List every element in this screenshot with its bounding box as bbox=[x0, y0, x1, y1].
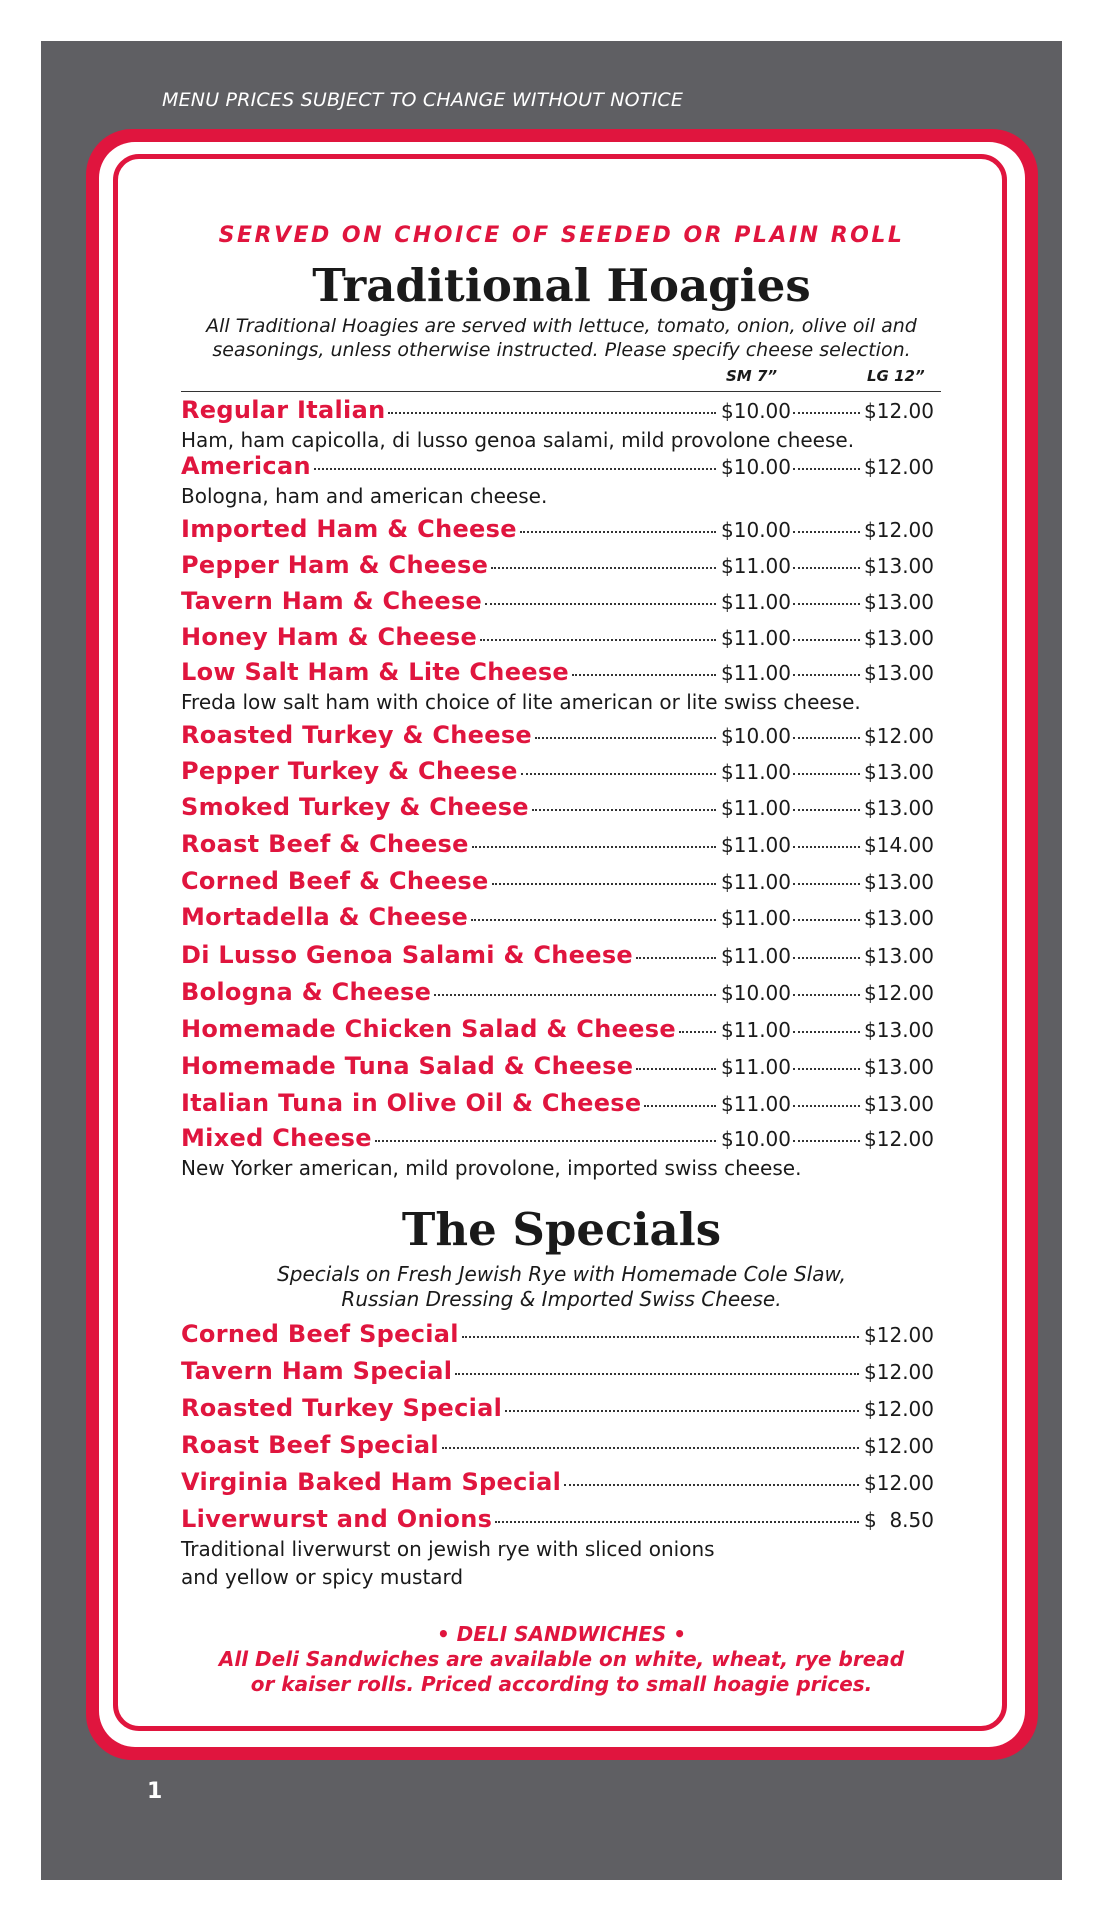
price: $12.00 bbox=[864, 1360, 934, 1384]
price-large: $12.00 bbox=[864, 518, 934, 542]
price: $12.00 bbox=[864, 1397, 934, 1421]
price-small: $11.00 bbox=[721, 870, 791, 894]
price-large: $13.00 bbox=[864, 760, 934, 784]
dot-leader bbox=[644, 1105, 716, 1107]
price-small: $11.00 bbox=[721, 760, 791, 784]
dot-leader bbox=[679, 1031, 716, 1033]
price-small: $11.00 bbox=[721, 833, 791, 857]
price-small: $11.00 bbox=[721, 1055, 791, 1079]
item-description: Ham, ham capicolla, di lusso genoa salami, mild provolone cheese. bbox=[181, 428, 855, 452]
price-small: $11.00 bbox=[721, 796, 791, 820]
dot-leader bbox=[793, 567, 860, 569]
price-notice: MENU PRICES SUBJECT TO CHANGE WITHOUT NOTICE bbox=[162, 89, 684, 111]
item-name: Roast Beef & Cheese bbox=[181, 830, 469, 858]
page-number: 1 bbox=[147, 1779, 163, 1804]
price-large: $13.00 bbox=[864, 554, 934, 578]
menu-item-row bbox=[181, 941, 934, 971]
item-name: Homemade Tuna Salad & Cheese bbox=[181, 1052, 634, 1080]
dot-leader bbox=[520, 531, 716, 533]
dot-leader bbox=[521, 773, 716, 775]
item-name: Tavern Ham & Cheese bbox=[181, 587, 483, 615]
dot-leader bbox=[793, 468, 860, 470]
column-header-small: SM 7” bbox=[726, 367, 778, 385]
price-large: $13.00 bbox=[864, 870, 934, 894]
item-name: Homemade Chicken Salad & Cheese bbox=[181, 1015, 676, 1043]
dot-leader bbox=[485, 603, 716, 605]
price-large: $12.00 bbox=[864, 981, 934, 1005]
price-small: $11.00 bbox=[721, 626, 791, 650]
hoagies-intro-line1: All Traditional Hoagies are served with lettuce, tomato, onion, olive oil and bbox=[206, 315, 917, 337]
dot-leader bbox=[793, 737, 860, 739]
item-name: Pepper Turkey & Cheese bbox=[181, 757, 518, 785]
item-name: Mortadella & Cheese bbox=[181, 903, 469, 931]
menu-item-row bbox=[181, 757, 934, 787]
specials-title: The Specials bbox=[401, 1203, 722, 1256]
dot-leader bbox=[492, 883, 716, 885]
menu-item-row bbox=[181, 1089, 934, 1119]
menu-item-row bbox=[181, 867, 934, 897]
special-item-row bbox=[181, 1320, 934, 1350]
price: $12.00 bbox=[864, 1323, 934, 1347]
special-item-row bbox=[181, 1505, 934, 1535]
menu-item-row bbox=[181, 721, 934, 751]
dot-leader bbox=[793, 1105, 860, 1107]
price-large: $12.00 bbox=[864, 399, 934, 423]
item-name: Regular Italian bbox=[181, 396, 386, 424]
price-small: $10.00 bbox=[721, 724, 791, 748]
specials-intro-line2: Russian Dressing & Imported Swiss Cheese. bbox=[341, 1287, 782, 1311]
item-name: Liverwurst and Onions bbox=[181, 1505, 493, 1533]
deli-sandwiches-note bbox=[160, 1622, 963, 1697]
item-name: Tavern Ham Special bbox=[181, 1357, 453, 1385]
hoagies-title: Traditional Hoagies bbox=[312, 259, 811, 312]
item-name: Smoked Turkey & Cheese bbox=[181, 793, 529, 821]
dot-leader bbox=[793, 674, 860, 676]
deli-line2: or kaiser rolls. Priced according to small hoagie prices. bbox=[250, 1672, 873, 1696]
item-name: Bologna & Cheese bbox=[181, 978, 432, 1006]
dot-leader bbox=[793, 994, 860, 996]
price-large: $13.00 bbox=[864, 1055, 934, 1079]
dot-leader bbox=[462, 1336, 859, 1338]
dot-leader bbox=[572, 674, 716, 676]
item-name: Low Salt Ham & Lite Cheese bbox=[181, 658, 570, 686]
dot-leader bbox=[388, 412, 716, 414]
menu-item-row bbox=[181, 978, 934, 1008]
dot-leader bbox=[793, 773, 860, 775]
dot-leader bbox=[793, 1068, 860, 1070]
item-name: Roast Beef Special bbox=[181, 1431, 439, 1459]
price-large: $12.00 bbox=[864, 724, 934, 748]
dot-leader bbox=[793, 531, 860, 533]
price-large: $13.00 bbox=[864, 944, 934, 968]
price-large: $13.00 bbox=[864, 661, 934, 685]
special-item-row bbox=[181, 1431, 934, 1461]
price: $12.00 bbox=[864, 1471, 934, 1495]
price-small: $11.00 bbox=[721, 906, 791, 930]
deli-line1: All Deli Sandwiches are available on white, wheat, rye bread bbox=[218, 1647, 905, 1671]
hoagies-intro bbox=[160, 314, 963, 362]
dot-leader bbox=[793, 809, 860, 811]
dot-leader bbox=[793, 1031, 860, 1033]
price-small: $11.00 bbox=[721, 1092, 791, 1116]
item-name: Virginia Baked Ham Special bbox=[181, 1468, 562, 1496]
menu-item-row bbox=[181, 587, 934, 617]
item-name: Roasted Turkey Special bbox=[181, 1394, 503, 1422]
price-large: $12.00 bbox=[864, 1127, 934, 1151]
dot-leader bbox=[434, 994, 716, 996]
price-small: $11.00 bbox=[721, 1018, 791, 1042]
item-name: Imported Ham & Cheese bbox=[181, 515, 517, 543]
dot-leader bbox=[793, 883, 860, 885]
item-name: American bbox=[181, 452, 311, 480]
price-small: $10.00 bbox=[721, 399, 791, 423]
dot-leader bbox=[793, 919, 860, 921]
price-large: $13.00 bbox=[864, 1092, 934, 1116]
dot-leader bbox=[793, 957, 860, 959]
dot-leader bbox=[491, 567, 716, 569]
price-small: $10.00 bbox=[721, 455, 791, 479]
dot-leader bbox=[793, 639, 860, 641]
price-large: $13.00 bbox=[864, 1018, 934, 1042]
menu-item-row bbox=[181, 515, 934, 545]
item-name: Corned Beef Special bbox=[181, 1320, 459, 1348]
deli-heading: • DELI SANDWICHES • bbox=[436, 1622, 687, 1646]
menu-item-row bbox=[181, 396, 934, 426]
specials-intro-line1: Specials on Fresh Jewish Rye with Homemade Cole Slaw, bbox=[277, 1262, 846, 1286]
item-name: Honey Ham & Cheese bbox=[181, 623, 478, 651]
menu-item-row bbox=[181, 658, 934, 688]
dot-leader bbox=[455, 1373, 859, 1375]
item-description: New Yorker american, mild provolone, imported swiss cheese. bbox=[181, 1156, 802, 1180]
item-description: Bologna, ham and american cheese. bbox=[181, 484, 548, 508]
dot-leader bbox=[636, 1068, 716, 1070]
price-small: $10.00 bbox=[721, 981, 791, 1005]
specials-intro bbox=[160, 1262, 963, 1312]
served-on-subtitle: SERVED ON CHOICE OF SEEDED OR PLAIN ROLL bbox=[218, 223, 905, 248]
price: $12.00 bbox=[864, 1434, 934, 1458]
price-large: $13.00 bbox=[864, 626, 934, 650]
price-small: $10.00 bbox=[721, 518, 791, 542]
dot-leader bbox=[472, 846, 716, 848]
dot-leader bbox=[793, 1140, 860, 1142]
hoagies-intro-line2: seasonings, unless otherwise instructed. Please specify cheese selection. bbox=[212, 339, 911, 361]
menu-item-row bbox=[181, 623, 934, 653]
price-large: $14.00 bbox=[864, 833, 934, 857]
dot-leader bbox=[495, 1521, 859, 1523]
price-large: $13.00 bbox=[864, 906, 934, 930]
item-name: Pepper Ham & Cheese bbox=[181, 551, 489, 579]
menu-item-row bbox=[181, 830, 934, 860]
dot-leader bbox=[314, 468, 716, 470]
price: $ 8.50 bbox=[864, 1508, 934, 1532]
column-header-rule bbox=[181, 391, 941, 392]
price-large: $13.00 bbox=[864, 590, 934, 614]
dot-leader bbox=[375, 1140, 716, 1142]
item-name: Italian Tuna in Olive Oil & Cheese bbox=[181, 1089, 642, 1117]
dot-leader bbox=[480, 639, 716, 641]
dot-leader bbox=[793, 603, 860, 605]
special-item-row bbox=[181, 1394, 934, 1424]
dot-leader bbox=[505, 1410, 859, 1412]
price-small: $11.00 bbox=[721, 944, 791, 968]
price-large: $13.00 bbox=[864, 796, 934, 820]
special-item-row bbox=[181, 1468, 934, 1498]
item-description bbox=[181, 1535, 715, 1591]
item-name: Corned Beef & Cheese bbox=[181, 867, 489, 895]
menu-item-row bbox=[181, 1015, 934, 1045]
dot-leader bbox=[535, 737, 716, 739]
menu-item-row bbox=[181, 1124, 934, 1154]
item-name: Mixed Cheese bbox=[181, 1124, 372, 1152]
dot-leader bbox=[471, 919, 716, 921]
item-description-line2: and yellow or spicy mustard bbox=[181, 1565, 464, 1589]
menu-item-row bbox=[181, 903, 934, 933]
column-header-large: LG 12” bbox=[867, 367, 925, 385]
menu-item-row bbox=[181, 452, 934, 482]
dot-leader bbox=[442, 1447, 859, 1449]
menu-item-row bbox=[181, 551, 934, 581]
item-description: Freda low salt ham with choice of lite american or lite swiss cheese. bbox=[181, 690, 861, 714]
special-item-row bbox=[181, 1357, 934, 1387]
menu-item-row bbox=[181, 793, 934, 823]
item-name: Roasted Turkey & Cheese bbox=[181, 721, 532, 749]
item-name: Di Lusso Genoa Salami & Cheese bbox=[181, 941, 633, 969]
dot-leader bbox=[793, 846, 860, 848]
dot-leader bbox=[636, 957, 716, 959]
price-small: $11.00 bbox=[721, 590, 791, 614]
item-description-line1: Traditional liverwurst on jewish rye with sliced onions bbox=[181, 1537, 715, 1561]
dot-leader bbox=[532, 809, 716, 811]
dot-leader bbox=[793, 412, 860, 414]
price-small: $10.00 bbox=[721, 1127, 791, 1151]
price-small: $11.00 bbox=[721, 554, 791, 578]
menu-item-row bbox=[181, 1052, 934, 1082]
price-small: $11.00 bbox=[721, 661, 791, 685]
dot-leader bbox=[564, 1484, 859, 1486]
price-large: $12.00 bbox=[864, 455, 934, 479]
